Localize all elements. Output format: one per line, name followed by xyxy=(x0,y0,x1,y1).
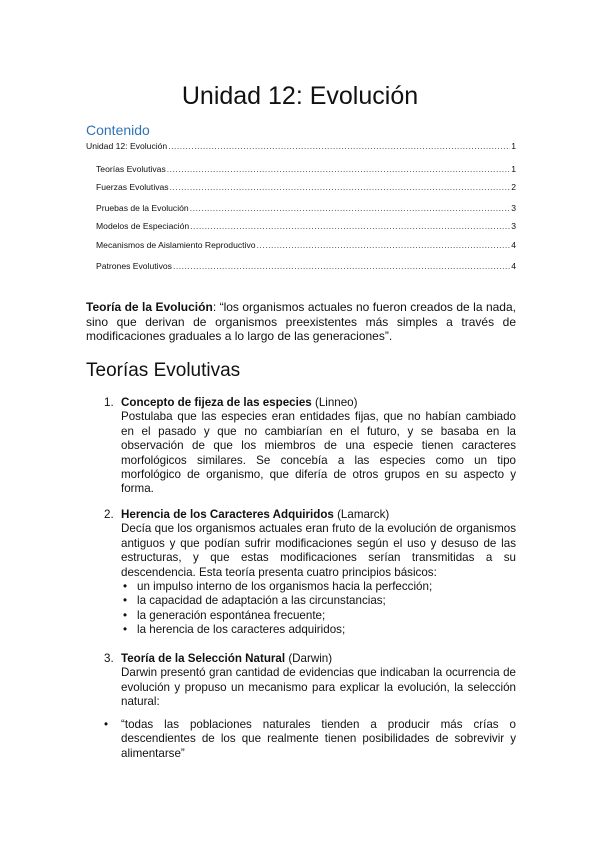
toc-entry[interactable] xyxy=(86,141,516,151)
item-heading xyxy=(121,396,358,410)
list-item: • la herencia de los caracteres adquiridos; xyxy=(121,623,516,637)
toc-leader xyxy=(167,164,510,174)
item-body xyxy=(121,522,516,637)
item-body: Darwin presentó gran cantidad de evidencias que indicaban la ocurrencia de evolución y propuso un mecanismo para explicar la evolución, la selección natural: xyxy=(121,666,516,709)
item-number: 3. xyxy=(104,652,114,665)
item-title: Teoría de la Selección Natural xyxy=(121,652,286,665)
toc-entry-page: 4 xyxy=(511,261,516,271)
toc-entry-label: Modelos de Especiación xyxy=(96,221,190,231)
toc-entry[interactable] xyxy=(96,182,516,192)
item-author: (Darwin) xyxy=(285,652,333,665)
quote-text: “todas las poblaciones naturales tienden a producir más crías o descendientes de los que realmente tienen posibilidades de sobrevivir y alimentarse” xyxy=(121,718,516,760)
definition-term: Teoría de la Evolución xyxy=(86,300,213,314)
list-item: • la generación espontánea frecuente; xyxy=(121,609,516,623)
toc-entry-label: Unidad 12: Evolución xyxy=(86,141,168,151)
toc-entry[interactable] xyxy=(96,261,516,271)
toc-entry-page: 2 xyxy=(511,182,516,192)
toc-entry-label: Patrones Evolutivos xyxy=(96,261,172,271)
toc-entry[interactable] xyxy=(96,164,516,174)
evolution-definition xyxy=(86,300,516,344)
item-body-text: Decía que los organismos actuales eran fruto de la evolución de organismos antiguos y que podían sufrir modificaciones según el uso y desuso de las estructuras, y que estas modificaciones serían transmitidas a su descendencia. Esta teoría presenta cuatro principios básicos: xyxy=(121,522,516,579)
toc-entry-label: Teorías Evolutivas xyxy=(96,164,166,174)
toc-entry[interactable] xyxy=(96,221,516,231)
item-title: Herencia de los Caracteres Adquiridos xyxy=(121,508,334,521)
section-heading: Teorías Evolutivas xyxy=(86,360,241,381)
toc-entry-label: Pruebas de la Evolución xyxy=(96,203,189,213)
principles-list xyxy=(121,580,516,638)
bullet-icon: • xyxy=(104,718,109,731)
item-heading xyxy=(121,652,332,666)
item-heading xyxy=(121,508,389,522)
toc-leader xyxy=(190,221,510,231)
toc-leader xyxy=(173,261,510,271)
toc-entry-label: Mecanismos de Aislamiento Reproductivo xyxy=(96,240,256,250)
toc-entry[interactable] xyxy=(96,240,516,250)
toc-heading: Contenido xyxy=(86,122,150,138)
page-title: Unidad 12: Evolución xyxy=(181,82,419,110)
item-number: 1. xyxy=(104,396,114,409)
definition-text: : “los organismos actuales no fueron creados de la nada, sino que derivan de organismos preexistentes más simples a través de modificaciones graduales a lo largo de las generaciones”. xyxy=(86,300,516,343)
list-item: • un impulso interno de los organismos hacia la perfección; xyxy=(121,580,516,594)
toc-leader xyxy=(257,240,511,250)
list-item: • la capacidad de adaptación a las circunstancias; xyxy=(121,594,516,608)
item-author: (Lamarck) xyxy=(333,508,390,521)
toc-entry-page: 4 xyxy=(511,240,516,250)
toc-entry-page: 1 xyxy=(511,164,516,174)
toc-leader xyxy=(190,203,511,213)
toc-entry[interactable] xyxy=(96,203,516,213)
item-number: 2. xyxy=(104,508,114,521)
item-body: Postulaba que las especies eran entidades fijas, que no habían cambiado en el pasado y que no cambiarían en el futuro, y se basaba en la observación de que los miembros de una especie tienen caracteres morfológicos similares. Se concebía a las especies como un tipo morfológico de organismo, que difería de otros grupos en su aspecto y forma. xyxy=(121,410,516,496)
toc-entry-page: 1 xyxy=(511,141,516,151)
toc-leader xyxy=(170,182,511,192)
toc-entry-page: 3 xyxy=(511,203,516,213)
item-title: Concepto de fijeza de las especies xyxy=(121,396,312,409)
toc-entry-label: Fuerzas Evolutivas xyxy=(96,182,169,192)
item-author: (Linneo) xyxy=(311,396,358,409)
toc-entry-page: 3 xyxy=(511,221,516,231)
toc-leader xyxy=(168,141,510,151)
